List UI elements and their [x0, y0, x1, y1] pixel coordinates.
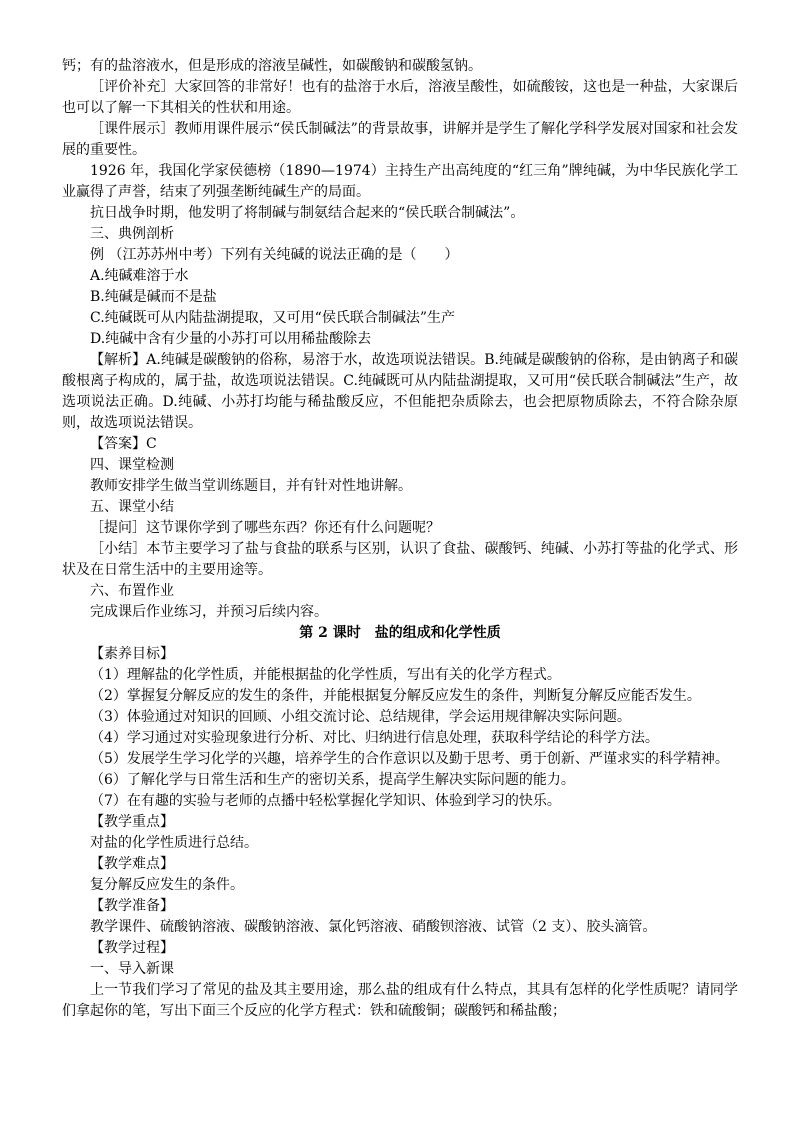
objective-item: （4）学习通过对实验现象进行分析、对比、归纳进行信息处理，获取科学结论的科学方法。	[90, 730, 659, 746]
subsection-heading: 【教学过程】	[90, 940, 174, 956]
objective-item: （1）理解盐的化学性质，并能根据盐的化学性质，写出有关的化学方程式。	[90, 667, 561, 683]
document-page	[62, 56, 738, 1022]
option-b: B.纯碱是碱而不是盐	[90, 289, 217, 305]
objective-item: （3）体验通过对知识的回顾、小组交流讨论、总结规律，学会运用规律解决实际问题。	[90, 709, 631, 725]
objective-item: （7）在有趣的实验与老师的点播中轻松掌握化学知识、体验到学习的快乐。	[90, 793, 561, 809]
section-heading: 三、典例剖析	[90, 226, 174, 242]
option-d: D.纯碱中含有少量的小苏打可以用稀盐酸除去	[90, 331, 372, 347]
text-line: 对盐的化学性质进行总结。	[90, 835, 258, 851]
answer-line: 【答案】C	[90, 436, 157, 452]
subsection-heading: 【教学重点】	[90, 814, 174, 830]
text-line: ［提问］这节课你学到了哪些东西？你还有什么问题呢？	[90, 520, 440, 536]
section-heading: 四、课堂检测	[90, 457, 174, 473]
text-line: 1926 年，我国化学家侯德榜（1890—1974）主持生产出高纯度的“红三角”牌纯碱，为中华民族化学工业赢得了声誉，结束了列强垄断纯碱生产的局面。	[62, 163, 738, 200]
option-a: A.纯碱难溶于水	[90, 268, 189, 284]
section-heading: 一、导入新课	[90, 961, 174, 977]
text-line: ［小结］本节主要学习了盐与食盐的联系与区别，认识了食盐、碳酸钙、纯碱、小苏打等盐的化学式、形状及在日常生活中的主要用途等。	[62, 541, 738, 578]
subsection-heading: 【教学准备】	[90, 898, 174, 914]
subsection-heading: 【素养目标】	[90, 646, 174, 662]
text-line: 上一节我们学习了常见的盐及其主要用途，那么盐的组成有什么特点，其具有怎样的化学性质呢？请同学们拿起你的笔，写出下面三个反应的化学方程式：铁和硫酸铜；碳酸钙和稀盐酸；	[62, 982, 738, 1019]
objective-item: （2）掌握复分解反应的发生的条件，并能根据复分解反应发生的条件，判断复分解反应能否发生。	[90, 688, 701, 704]
lesson-title: 第 2 课时 盐的组成和化学性质	[299, 625, 501, 641]
text-line: 复分解反应发生的条件。	[90, 877, 244, 893]
text-line: 抗日战争时期，他发明了将制碱与制氨结合起来的“侯氏联合制碱法”。	[90, 205, 525, 221]
section-heading: 六、布置作业	[90, 583, 174, 599]
text-line: 教师安排学生做当堂训练题目，并有针对性地讲解。	[90, 478, 412, 494]
text-line: ［评价补充］大家回答的非常好！也有的盐溶于水后，溶液呈酸性，如硫酸铵，这也是一种盐，大家课后也可以了解一下其相关的性状和用途。	[62, 79, 738, 116]
option-c: C.纯碱既可从内陆盐湖提取，又可用“侯氏联合制碱法”生产	[90, 310, 455, 326]
section-heading: 五、课堂小结	[90, 499, 174, 515]
objective-item: （5）发展学生学习化学的兴趣，培养学生的合作意识以及勤于思考、勇于创新、严谨求实的科学精神。	[90, 751, 729, 767]
text-line: ［课件展示］教师用课件展示“侯氏制碱法”的背景故事，讲解并是学生了解化学科学发展对国家和社会发展的重要性。	[62, 121, 738, 158]
analysis-paragraph: 【解析】A.纯碱是碳酸钠的俗称，易溶于水，故选项说法错误。B.纯碱是碳酸钠的俗称，是由钠离子和碳酸根离子构成的，属于盐，故选项说法错误。C.纯碱既可从内陆盐湖提取，又可用“侯氏联合制碱法”生产，故选项说法正确。D.纯碱、小苏打均能与稀盐酸反应，不但能把杂质除去，也会把原物质除去，不符合除杂原则，故选项说法错误。	[62, 352, 738, 431]
objective-item: （6）了解化学与日常生活和生产的密切关系，提高学生解决实际问题的能力。	[90, 772, 575, 788]
text-line: 完成课后作业练习，并预习后续内容。	[90, 604, 328, 620]
text-line: 钙；有的盐溶液水，但是形成的溶液呈碱性，如碳酸钠和碳酸氢钠。	[62, 58, 482, 74]
subsection-heading: 【教学难点】	[90, 856, 174, 872]
example-question: 例 （江苏苏州中考）下列有关纯碱的说法正确的是（ ）	[90, 247, 459, 263]
text-line: 教学课件、硫酸钠溶液、碳酸钠溶液、氯化钙溶液、硝酸钡溶液、试管（2 支）、胶头滴管。	[90, 919, 657, 935]
